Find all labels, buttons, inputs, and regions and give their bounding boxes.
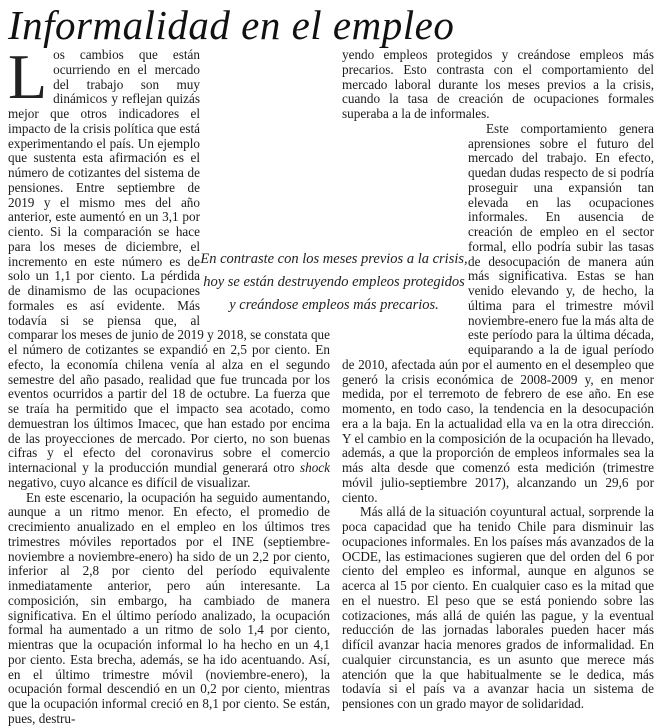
- paragraph-1-end: negativo, cuyo alcance es difícil de visualizar.: [8, 474, 251, 490]
- pull-quote-line-2: hoy se están destruyendo empleos protegidos: [203, 274, 465, 290]
- paragraph-2: En este escenario, la ocupación ha seguido aumentando, aunque a un ritmo menor. En efecto, el promedio de crecimiento anualizado en el empleo en los últimos tres trimestres móviles reportados por el INE (septiembre-noviembre a noviembre-enero) ha sido de un 2,2 por ciento, inferior al 2,8 por ciento del período equivalente inmediatamente anterior, pero aún interesante. La composición, sin embargo, ha cambiado de manera significativa. En el último período analizado, la ocupación formal ha aumentado a un ritmo de solo 1,4 por ciento, mientras que la ocupación informal lo ha hecho en un 4,1 por ciento. Esta brecha, además, se ha ido acentuando. Así, en el último trimestre móvil (noviembre-enero), la ocupación formal descendió en un 0,2 por ciento, mientras que la ocupación informal creció en 8,1 por ciento. Se están, pues, destru-: [8, 489, 330, 726]
- article-headline: Informalidad en el empleo: [8, 2, 455, 48]
- paragraph-1-italic-word: shock: [299, 460, 330, 475]
- pull-quote-line-3: y creándose empleos más precarios.: [229, 297, 439, 313]
- article-column-left: [8, 41, 330, 727]
- paragraph-1-text: os cambios que están ocurriendo en el mercado del trabajo son muy dinámicos y reflejan quizás mejor que otros indicadores el impacto de la crisis política que está experimentando el país. Un ejemplo que sustenta esta afirmación es el número de cotizantes del sistema de pensiones. Entre septiembre de 2019 y el mismo mes del año anterior, este aumentó en un 3,1 por ciento. Si la comparación se hace para los meses de diciembre, el incremento en este número es de solo un 1,1 por ciento. La pérdida de dinamismo de las ocupaciones formales es así evidente. Más todavía si se piensa que, al comparar los meses de junio de 2019 y 2018, se constata que el número de cotizantes se expandió en 2,5 por ciento. En efecto, la economía chilena venía al alza en el segundo semestre del año pasado, realidad que fue truncada por los eventos ocurridos a partir del 18 de octubre. La fuerza que se traía ha permitido que el impacto sea acotado, como demuestran los últimos Imacec, que han estado por encima de las proyecciones de mercado. Por cierto, no son buenas cifras y el efecto del coronavirus sobre el comercio internacional y la producción mundial generará otro: [8, 47, 330, 475]
- paragraph-1-continued: yendo empleos protegidos y creándose empleos más precarios. Esto contrasta con el comportamiento del mercado laboral durante los meses previos a la crisis, cuando la tasa de creación de ocupaciones formales superaba a la de informales.: [342, 47, 654, 121]
- paragraph-4: Más allá de la situación coyuntural actual, sorprende la poca capacidad que ha tenido Chile para disminuir las ocupaciones informales. En los países más avanzados de la OCDE, las estimaciones sugieren que del orden del 6 por ciento del empleo es informal, aunque en algunos se acerca al 15 por ciento. En cualquier caso es la mitad que en el nuestro. El peso que se está poniendo sobre las cotizaciones, más allá de quién las pague, y la eventual reducción de las jornadas laborales pueden hacer más difícil avanzar hacia menores grados de informalidad. En cualquier circunstancia, es un asunto que merece más atención que la que habitualmente se le dedica, más todavía si el país va a avanzar hacia un sistema de pensiones con un grado mayor de solidaridad.: [342, 504, 654, 711]
- pull-quote: [200, 248, 468, 317]
- article-column-right: [342, 48, 654, 712]
- drop-cap: L: [8, 41, 48, 112]
- paragraph-3-text: Este comportamiento genera aprensiones sobre el futuro del mercado del trabajo. En efecto, quedan dudas respecto de si podría proseguir una expansión tan elevada en las ocupaciones informales. En ausencia de creación de empleo en el sector formal, ello podría subir las tasas de desocupación de manera aún más significativa. Estas se han venido elevando y, de hecho, la última para el trimestre móvil noviembre-enero fue la más alta de este período para la última década, equiparando a la de igual período de 2010, afectada aún por el aumento en el desempleo que generó la crisis económica de 2008-2009 y, en menor medida, por el terremoto de febrero de ese año. En ese momento, en todo caso, la tendencia en la desocupación era a la baja. En la actualidad ella va en la otra dirección. Y el cambio en la composición de la ocupación ha llevado, además, a que la proporción de empleos informales sea la más alta desde que comenzó esta medición (trimestre móvil julio-septiembre 2017), alcanzando un 29,6 por ciento.: [342, 120, 654, 505]
- pull-quote-line-1: En contraste con los meses previos a la crisis,: [200, 251, 468, 267]
